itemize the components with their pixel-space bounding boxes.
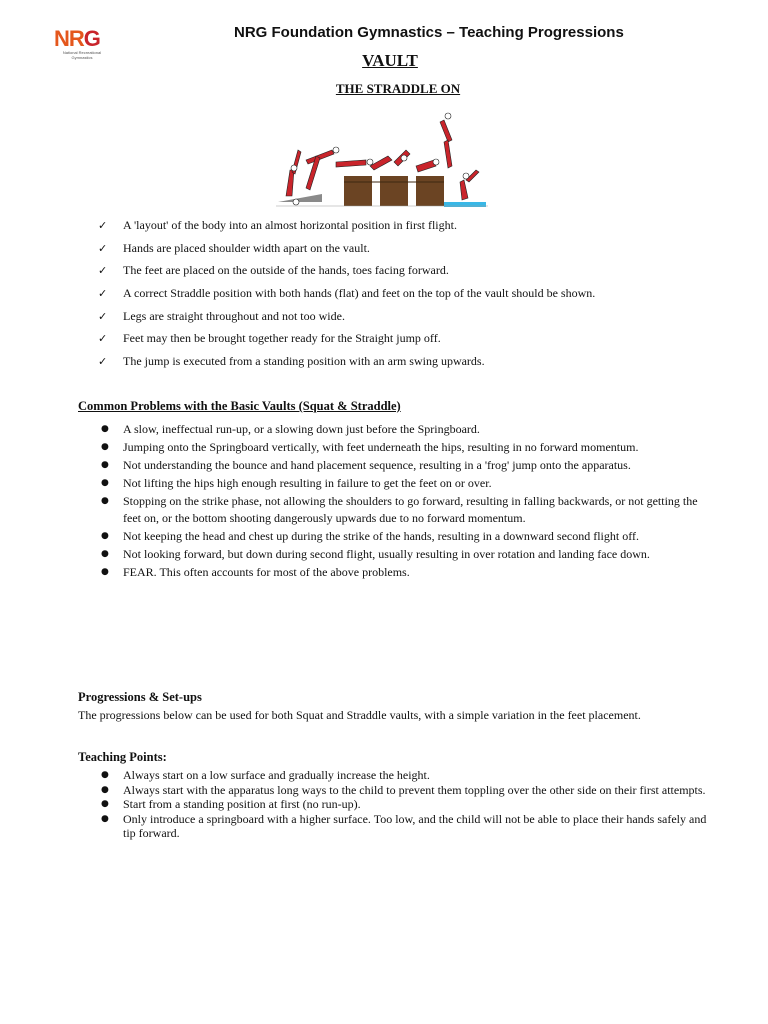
teaching-point-item: ● Only introduce a springboard with a higher surface. Too low, and the child will not be able to place their hands safely and tip forward. (101, 811, 707, 840)
check-mark-icon: ✓ (98, 241, 108, 255)
bullet-icon: ● (101, 424, 109, 434)
bullet-icon: ● (101, 478, 109, 488)
bullet-icon: ● (101, 496, 109, 506)
vault-box (344, 176, 372, 206)
teaching-points-list (98, 768, 708, 841)
bullet-icon: ● (101, 784, 109, 795)
checklist-item: ✓ Legs are straight throughout and not too wide. (98, 308, 345, 323)
section-subtitle: THE STRADDLE ON (335, 81, 461, 96)
checklist-item: ✓ The jump is executed from a standing position with an arm swing upwards. (98, 354, 485, 369)
problem-item: ● Stopping on the strike phase, not allowing the shoulders to go forward, resulting in falling backwards, or not getting the feet on, or the bottom shooting dangerously upwards due to no forward momentum. (101, 494, 698, 525)
bullet-icon: ● (101, 770, 109, 780)
vault-box (416, 176, 444, 206)
problem-item: ● A slow, ineffectual run-up, or a slowing down just before the Springboard. (101, 422, 480, 436)
bullet-icon: ● (101, 460, 109, 470)
straddle-vault-sequence-illustration (276, 110, 488, 212)
technique-checklist (98, 218, 718, 377)
problem-item: ● Not looking forward, but down during second flight, usually resulting in over rotation and landing face down. (101, 546, 650, 561)
bullet-icon: ● (101, 442, 109, 452)
checklist-item: ✓ A correct Straddle position with both hands (flat) and feet on the top of the vault should be shown. (98, 286, 596, 301)
progressions-heading: Progressions & Set-ups (78, 690, 202, 704)
check-mark-icon: ✓ (98, 287, 108, 301)
problem-item: ● Not lifting the hips high enough resulting in failure to get the feet on or over. (101, 476, 492, 490)
document-header-title: NRG Foundation Gymnastics – Teaching Progressions (234, 24, 624, 41)
problem-item: ● Not understanding the bounce and hand placement sequence, resulting in a 'frog' jump onto the apparatus. (101, 458, 631, 472)
teaching-point-item: ● Start from a standing position at first (no run-up). (101, 797, 361, 811)
bullet-icon: ● (101, 799, 109, 809)
checklist-item: ✓ The feet are placed on the outside of the hands, toes facing forward. (98, 263, 449, 278)
springboard (278, 194, 322, 202)
check-mark-icon: ✓ (98, 355, 108, 369)
logo-mark: NRG (54, 26, 100, 51)
problem-item: ● FEAR. This often accounts for most of the above problems. (101, 564, 410, 579)
bullet-icon: ● (101, 566, 109, 577)
teaching-point-item: ● Always start with the apparatus long ways to the child to prevent them toppling over the other side on their first attempts. (101, 782, 706, 797)
common-problems-heading: Common Problems with the Basic Vaults (Squat & Straddle) (78, 399, 401, 413)
checklist-item: ✓ Feet may then be brought together ready for the Straight jump off. (98, 331, 441, 346)
checklist-item: ✓ Hands are placed shoulder width apart on the vault. (98, 240, 370, 255)
teaching-point-item: ● Always start on a low surface and gradually increase the height. (101, 768, 430, 782)
vault-box (380, 176, 408, 206)
check-mark-icon: ✓ (98, 219, 108, 232)
checklist-item: ✓ A 'layout' of the body into an almost horizontal position in first flight. (98, 218, 457, 232)
check-mark-icon: ✓ (98, 309, 108, 323)
bullet-icon: ● (101, 813, 109, 824)
progressions-text: The progressions below can be used for both Squat and Straddle vaults, with a simple variation in the feet placement. (78, 708, 641, 722)
section-title: VAULT (362, 51, 418, 70)
problem-item: ● Jumping onto the Springboard vertically, with feet underneath the hips, resulting in no forward momentum. (101, 440, 639, 454)
check-mark-icon: ✓ (98, 332, 108, 346)
check-mark-icon: ✓ (98, 264, 108, 278)
problem-item: ● Not keeping the head and chest up during the strike of the hands, resulting in a downward second flight off. (101, 528, 639, 543)
common-problems-list (98, 421, 698, 582)
bullet-icon: ● (101, 530, 109, 541)
bullet-icon: ● (101, 548, 109, 559)
logo-subtext: National Recreational Gymnastics (62, 50, 102, 60)
teaching-points-heading: Teaching Points: (78, 750, 167, 764)
